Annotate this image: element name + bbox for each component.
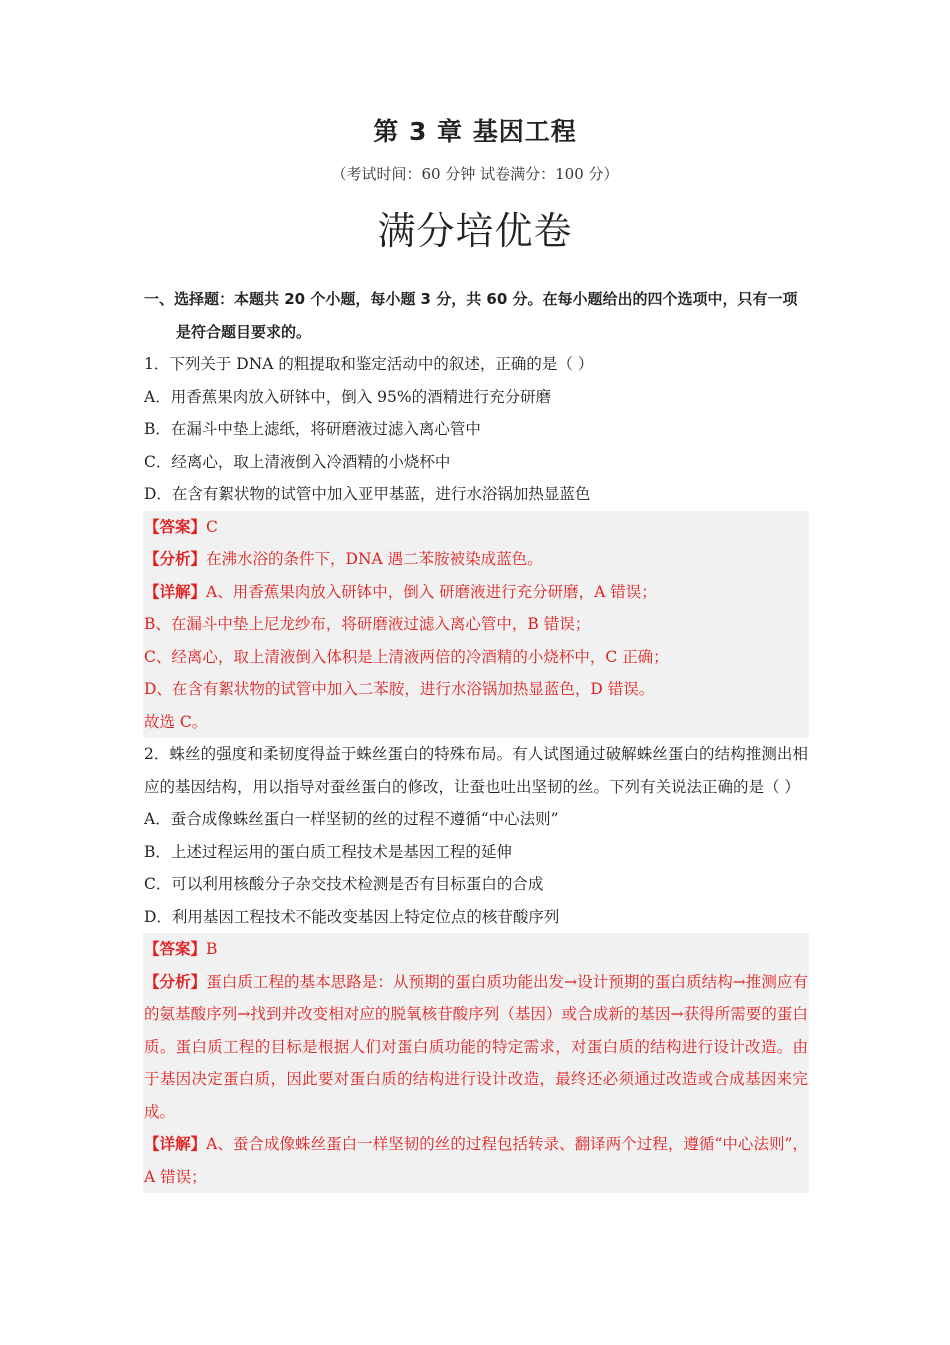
answer-block <box>143 933 809 1193</box>
answer-tag: 【答案】 <box>144 516 207 536</box>
analysis-paragraph <box>144 966 808 1129</box>
option-a: A．用香蕉果肉放入研钵中，倒入 95%的酒精进行充分研磨 <box>144 387 552 406</box>
option-b: B．上述过程运用的蛋白质工程技术是基因工程的延伸 <box>144 842 512 861</box>
detail-line <box>144 576 808 609</box>
question-stem: 1．下列关于 DNA 的粗提取和鉴定活动中的叙述，正确的是（ ） <box>144 355 594 373</box>
option-d: D．利用基因工程技术不能改变基因上特定位点的核苷酸序列 <box>144 907 560 926</box>
answer-tag: 【答案】 <box>144 939 207 958</box>
option-d: D．在含有絮状物的试管中加入亚甲基蓝，进行水浴锅加热显蓝色 <box>144 485 591 503</box>
detail-tag: 【详解】 <box>144 581 207 601</box>
paper-title: 满分培优卷 <box>377 209 573 253</box>
question-stem: 2．蛛丝的强度和柔韧度得益于蛛丝蛋白的特殊布局。有人试图通过破解蛛丝蛋白的结构推测出相应的基因结构，用以指导对蚕丝蛋白的修改，让蚕也吐出坚韧的丝。下列有关说法正确的是（ ） <box>144 745 808 796</box>
question-2 <box>144 738 808 1193</box>
question-1 <box>144 348 808 738</box>
detail-text: A、用香蕉果肉放入研钵中，倒入 研磨液进行充分研磨，A 错误； <box>206 582 657 601</box>
detail-line: B、在漏斗中垫上尼龙纱布，将研磨液过滤入离心管中，B 错误； <box>144 615 591 633</box>
detail-text: A、蚕合成像蛛丝蛋白一样坚韧的丝的过程包括转录、翻译两个过程，遵循“中心法则”，A 错误； <box>144 1135 808 1186</box>
section-heading: 一、选择题：本题共 20 个小题，每小题 3 分，共 60 分。在每小题给出的四个选项中，只有一项是符合题目要求的。 <box>144 290 798 341</box>
exam-info: （考试时间：60 分钟 试卷满分：100 分） <box>331 165 619 183</box>
answer-block <box>143 511 809 739</box>
conclusion-line: 故选 C。 <box>144 712 208 731</box>
detail-line: C、经离心，取上清液倒入体积是上清液两倍的冷酒精的小烧杯中，C 正确； <box>144 647 669 666</box>
detail-tag: 【详解】 <box>144 1134 207 1153</box>
option-b: B．在漏斗中垫上滤纸，将研磨液过滤入离心管中 <box>144 420 481 438</box>
answer-line <box>144 933 808 966</box>
analysis-line <box>144 543 808 576</box>
option-c: C．可以利用核酸分子杂交技术检测是否有目标蛋白的合成 <box>144 875 544 893</box>
answer-value: B <box>206 940 218 958</box>
analysis-text: 蛋白质工程的基本思路是：从预期的蛋白质功能出发→设计预期的蛋白质结构→推测应有的氨基酸序列→找到并改变相对应的脱氧核苷酸序列（基因）或合成新的基因→获得所需要的蛋白质。蛋白质工程的目标是根据人们对蛋白质功能的特定需求，对蛋白质的结构进行设计改造。由于基因决定蛋白质，因此要对蛋白质的结构进行设计改造，最终还必须通过改造或合成基因来完成。 <box>144 972 808 1121</box>
document-body <box>144 283 808 1193</box>
option-c: C．经离心，取上清液倒入冷酒精的小烧杯中 <box>144 452 451 471</box>
analysis-tag: 【分析】 <box>144 971 207 991</box>
option-a: A．蚕合成像蛛丝蛋白一样坚韧的丝的过程不遵循“中心法则” <box>144 810 559 828</box>
analysis-text: 在沸水浴的条件下，DNA 遇二苯胺被染成蓝色。 <box>206 550 543 568</box>
detail-paragraph <box>144 1128 808 1193</box>
detail-line: D、在含有絮状物的试管中加入二苯胺，进行水浴锅加热显蓝色，D 错误。 <box>144 680 655 698</box>
answer-line <box>144 511 808 544</box>
answer-value: C <box>206 517 218 536</box>
analysis-tag: 【分析】 <box>144 549 207 568</box>
chapter-title: 第 3 章 基因工程 <box>373 117 577 146</box>
